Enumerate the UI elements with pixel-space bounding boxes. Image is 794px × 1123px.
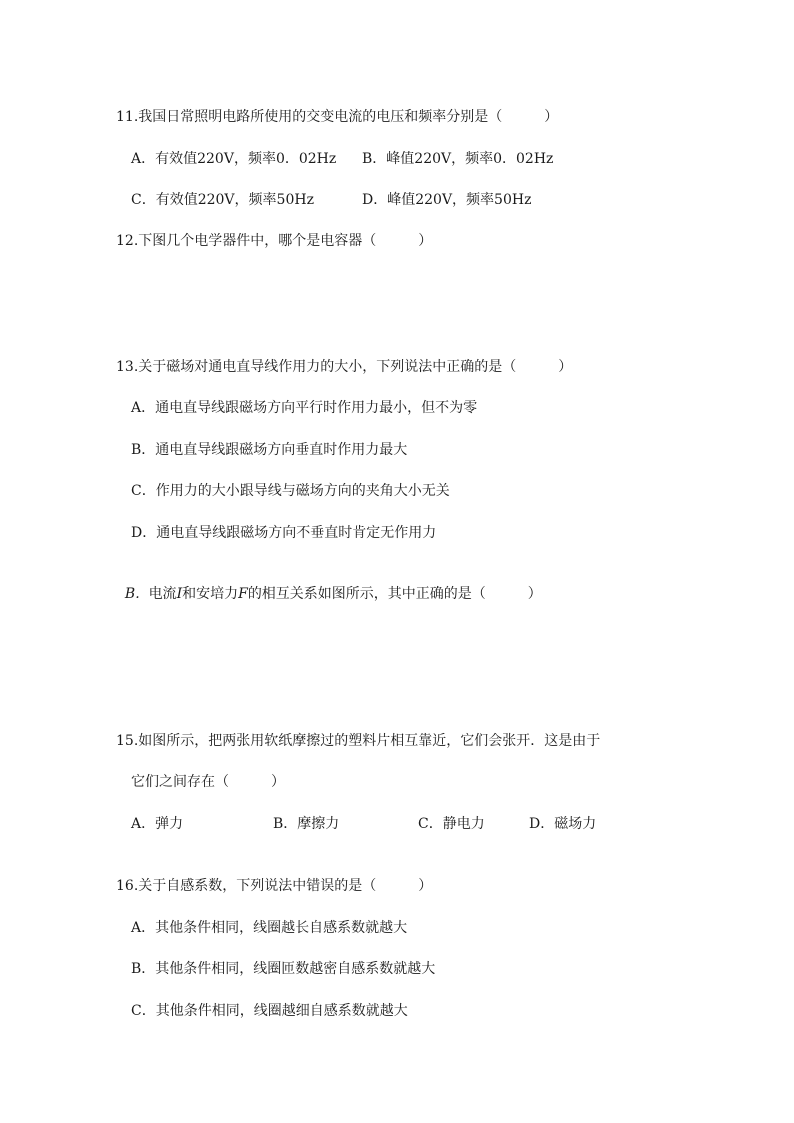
q14-var-i: I: [176, 586, 183, 602]
q11-stem: 11.我国日常照明电路所使用的交变电流的电压和频率分别是（ ）: [116, 109, 559, 125]
q14-text-3: 的相互关系如图所示，其中正确的是（ ）: [247, 586, 542, 602]
q14-text-1: 电流: [148, 586, 177, 602]
q15-option-b: B．摩擦力: [273, 816, 340, 832]
q16-option-c: C．其他条件相同，线圈越细自感系数就越大: [131, 1003, 408, 1019]
q11-option-a: A．有效值220V，频率0．02Hz: [131, 151, 337, 167]
q13-stem: 13.关于磁场对通电直导线作用力的大小，下列说法中正确的是（ ）: [116, 359, 573, 375]
q14-prefix: B.: [124, 586, 140, 602]
q13-option-b: B．通电直导线跟磁场方向垂直时作用力最大: [131, 442, 408, 458]
q15-option-a: A．弹力: [131, 816, 184, 832]
q15-stem-line2: 它们之间存在（ ）: [131, 774, 285, 790]
q11-option-c: C．有效值220V，频率50Hz: [131, 192, 314, 208]
q15-option-c: C．静电力: [418, 816, 485, 832]
q15-stem-line1: 15.如图所示，把两张用软纸摩擦过的塑料片相互靠近，它们会张开．这是由于: [116, 733, 601, 749]
q14-stem: [116, 564, 542, 604]
q16-option-a: A．其他条件相同，线圈越长自感系数就越大: [131, 920, 408, 936]
q16-option-b: B．其他条件相同，线圈匝数越密自感系数就越大: [131, 961, 436, 977]
q13-option-a: A．通电直导线跟磁场方向平行时作用力最小，但不为零: [131, 400, 478, 416]
q12-stem: 12.下图几个电学器件中，哪个是电容器（ ）: [116, 233, 433, 249]
q11-option-d: D．峰值220V，频率50Hz: [362, 192, 532, 208]
q13-option-c: C．作用力的大小跟导线与磁场方向的夹角大小无关: [131, 483, 450, 499]
q15-option-d: D．磁场力: [529, 816, 597, 832]
q16-stem: 16.关于自感系数，下列说法中错误的是（ ）: [116, 878, 433, 894]
q11-option-b: B．峰值220V，频率0．02Hz: [362, 151, 554, 167]
q14-text-2: 和安培力: [182, 586, 239, 602]
q14-var-f: F: [238, 586, 248, 602]
q13-option-d: D．通电直导线跟磁场方向不垂直时肯定无作用力: [131, 525, 437, 541]
